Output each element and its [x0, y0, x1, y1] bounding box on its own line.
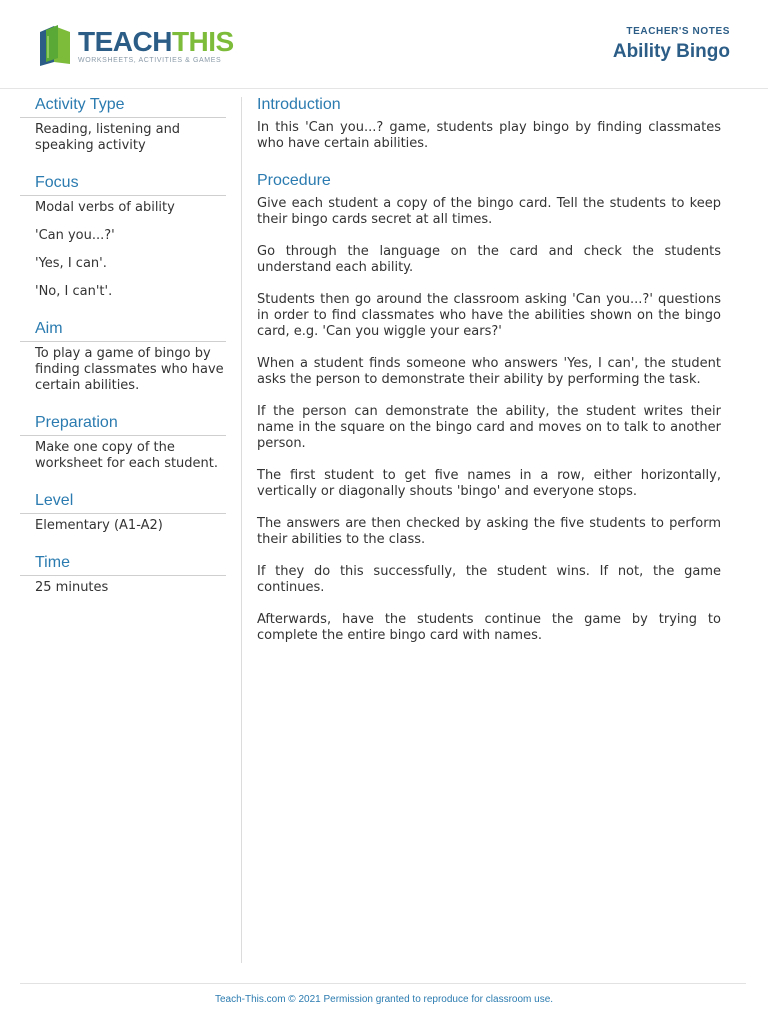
page-title: Ability Bingo: [612, 41, 730, 62]
preparation-heading: Preparation: [20, 410, 226, 436]
book-icon: [36, 24, 74, 68]
footer-copyright[interactable]: Teach-This.com © 2021 Permission granted to reproduce for classroom use.: [214, 994, 554, 1005]
procedure-paragraph: The first student to get five names in a row, either horizontally, vertically or diagonally shouts 'bingo' and everyone stops.: [257, 468, 721, 499]
procedure-heading: Procedure: [257, 172, 331, 189]
procedure-paragraph: Students then go around the classroom asking 'Can you...?' questions in order to find classmates who have the abilities shown on the bingo card, e.g. 'Can you wiggle your ears?': [257, 292, 721, 339]
preparation-text: Make one copy of the worksheet for each student.: [35, 440, 219, 471]
procedure-paragraph: Go through the language on the card and check the students understand each ability.: [257, 244, 721, 275]
level-body: [20, 514, 226, 534]
level-heading: Level: [20, 488, 226, 514]
procedure-paragraph: When a student finds someone who answers 'Yes, I can', the student asks the person to demonstrate their ability by performing the task.: [257, 356, 721, 387]
section-preparation: [20, 410, 226, 472]
procedure-paragraph: Afterwards, have the students continue the game by trying to complete the entire bingo card with names.: [257, 612, 721, 643]
introduction-paragraph: In this 'Can you...? game, students play bingo by finding classmates who have certain abilities.: [257, 120, 721, 151]
focus-item: 'No, I can't'.: [35, 284, 113, 299]
logo-word-teach: TEACH: [78, 26, 172, 57]
logo-tagline: WORKSHEETS, ACTIVITIES & GAMES: [78, 57, 222, 64]
time-text: 25 minutes: [35, 580, 109, 595]
introduction-heading: Introduction: [257, 96, 341, 113]
section-time: [20, 550, 226, 596]
level-text: Elementary (A1-A2): [35, 518, 163, 533]
header-kicker: TEACHER'S NOTES: [626, 26, 730, 37]
procedure-paragraph: If they do this successfully, the student wins. If not, the game continues.: [257, 564, 721, 595]
procedure-paragraph: Give each student a copy of the bingo card. Tell the students to keep their bingo cards secret at all times.: [257, 196, 721, 227]
focus-body: [20, 196, 226, 300]
page-header: [0, 0, 768, 89]
section-aim: [20, 316, 226, 394]
focus-item: Modal verbs of ability: [35, 200, 175, 215]
aim-text: To play a game of bingo by finding classmates who have certain abilities.: [35, 346, 224, 393]
column-divider: [241, 97, 242, 963]
section-focus: [20, 170, 226, 300]
focus-item: 'Can you...?': [35, 228, 115, 243]
logo-wordmark: [78, 26, 234, 58]
main-content: [257, 92, 721, 660]
time-body: [20, 576, 226, 596]
procedure-paragraph: The answers are then checked by asking the five students to perform their abilities to the class.: [257, 516, 721, 547]
aim-heading: Aim: [20, 316, 226, 342]
time-heading: Time: [20, 550, 226, 576]
footer-divider: [20, 983, 746, 984]
teach-this-logo[interactable]: [36, 24, 236, 70]
focus-heading: Focus: [20, 170, 226, 196]
section-activity-type: [20, 92, 226, 154]
logo-word-this: THIS: [171, 26, 234, 57]
header-title-block: [613, 26, 730, 63]
section-level: [20, 488, 226, 534]
activity-type-body: [20, 118, 226, 154]
activity-type-heading: Activity Type: [20, 92, 226, 118]
aim-body: [20, 342, 226, 394]
activity-type-text: Reading, listening and speaking activity: [35, 122, 181, 153]
sidebar: [20, 92, 226, 612]
procedure-paragraph: If the person can demonstrate the ability, the student writes their name in the square on the bingo card and moves on to talk to another person.: [257, 404, 721, 451]
preparation-body: [20, 436, 226, 472]
focus-item: 'Yes, I can'.: [35, 256, 107, 271]
